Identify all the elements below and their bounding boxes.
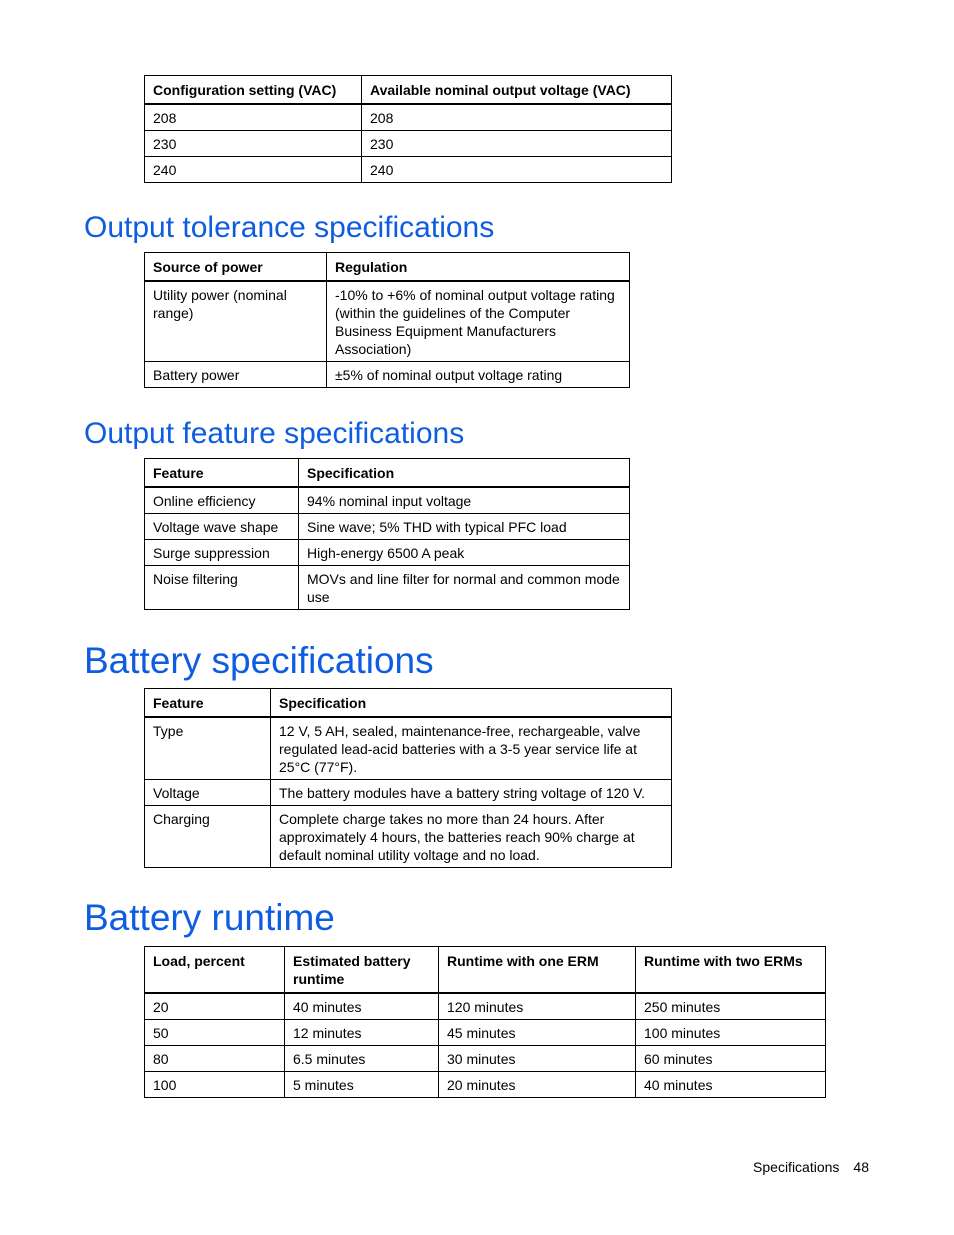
- table-cell: Noise filtering: [145, 566, 299, 610]
- table-cell: Voltage: [145, 780, 271, 806]
- table-cell: 5 minutes: [285, 1072, 439, 1098]
- table-cell: 230: [145, 131, 362, 157]
- table-cell: Utility power (nominal range): [145, 281, 327, 362]
- table-row: [145, 104, 672, 131]
- table-cell: ±5% of nominal output voltage rating: [327, 362, 630, 388]
- table-row: [145, 566, 630, 610]
- table-cell: 20: [145, 993, 285, 1020]
- column-header: Specification: [299, 459, 630, 488]
- table-cell: 100 minutes: [636, 1020, 826, 1046]
- page-number: 48: [853, 1159, 869, 1175]
- section-heading-battery-runtime: Battery runtime: [84, 897, 335, 938]
- table-cell: Sine wave; 5% THD with typical PFC load: [299, 514, 630, 540]
- output-tolerance-table: [144, 252, 630, 388]
- column-header: Configuration setting (VAC): [145, 76, 362, 105]
- footer-section-name: Specifications: [753, 1159, 840, 1175]
- page-footer: [753, 1159, 869, 1175]
- column-header: Runtime with two ERMs: [636, 947, 826, 994]
- table-cell: Voltage wave shape: [145, 514, 299, 540]
- table-row: [145, 157, 672, 183]
- table-header-row: [145, 459, 630, 488]
- table-header-row: [145, 947, 826, 994]
- table-row: [145, 540, 630, 566]
- battery-specifications-table: [144, 688, 672, 868]
- table-row: [145, 487, 630, 514]
- section-heading-output-feature: Output feature specifications: [84, 417, 465, 450]
- table-row: [145, 780, 672, 806]
- table-row: [145, 993, 826, 1020]
- column-header: Feature: [145, 459, 299, 488]
- table-cell: The battery modules have a battery string voltage of 120 V.: [271, 780, 672, 806]
- table-cell: High-energy 6500 A peak: [299, 540, 630, 566]
- column-header: Estimated battery runtime: [285, 947, 439, 994]
- table-row: [145, 281, 630, 362]
- column-header: Specification: [271, 689, 672, 718]
- table-cell: Type: [145, 717, 271, 780]
- table-row: [145, 514, 630, 540]
- table-cell: 230: [362, 131, 672, 157]
- table-cell: 45 minutes: [439, 1020, 636, 1046]
- table-cell: 40 minutes: [285, 993, 439, 1020]
- voltage-table: [144, 75, 672, 183]
- table-cell: 240: [145, 157, 362, 183]
- table-cell: 120 minutes: [439, 993, 636, 1020]
- output-feature-table: [144, 458, 630, 610]
- table-cell: 250 minutes: [636, 993, 826, 1020]
- table-cell: Battery power: [145, 362, 327, 388]
- column-header: Runtime with one ERM: [439, 947, 636, 994]
- table-row: [145, 1046, 826, 1072]
- table-header-row: [145, 689, 672, 718]
- table-cell: Charging: [145, 806, 271, 868]
- column-header: Source of power: [145, 253, 327, 282]
- table-cell: 40 minutes: [636, 1072, 826, 1098]
- column-header: Available nominal output voltage (VAC): [362, 76, 672, 105]
- table-cell: Complete charge takes no more than 24 hours. After approximately 4 hours, the batteries reach 90% charge at default nominal utility voltage and no load.: [271, 806, 672, 868]
- table-cell: 50: [145, 1020, 285, 1046]
- table-cell: 12 minutes: [285, 1020, 439, 1046]
- table-cell: 6.5 minutes: [285, 1046, 439, 1072]
- table-cell: Online efficiency: [145, 487, 299, 514]
- table-cell: 100: [145, 1072, 285, 1098]
- section-heading-battery-specifications: Battery specifications: [84, 640, 434, 681]
- table-cell: 94% nominal input voltage: [299, 487, 630, 514]
- battery-runtime-table: [144, 946, 826, 1098]
- table-row: [145, 1072, 826, 1098]
- table-cell: 20 minutes: [439, 1072, 636, 1098]
- table-header-row: [145, 76, 672, 105]
- table-row: [145, 806, 672, 868]
- table-cell: 30 minutes: [439, 1046, 636, 1072]
- table-cell: 208: [362, 104, 672, 131]
- column-header: Load, percent: [145, 947, 285, 994]
- table-row: [145, 131, 672, 157]
- table-cell: 208: [145, 104, 362, 131]
- column-header: Feature: [145, 689, 271, 718]
- table-cell: Surge suppression: [145, 540, 299, 566]
- table-header-row: [145, 253, 630, 282]
- table-cell: MOVs and line filter for normal and common mode use: [299, 566, 630, 610]
- table-cell: 12 V, 5 AH, sealed, maintenance-free, rechargeable, valve regulated lead-acid batteries with a 3-5 year service life at 25°C (77°F).: [271, 717, 672, 780]
- column-header: Regulation: [327, 253, 630, 282]
- table-cell: 60 minutes: [636, 1046, 826, 1072]
- section-heading-output-tolerance: Output tolerance specifications: [84, 211, 495, 244]
- table-cell: -10% to +6% of nominal output voltage rating (within the guidelines of the Computer Business Equipment Manufacturers Association): [327, 281, 630, 362]
- table-cell: 80: [145, 1046, 285, 1072]
- table-row: [145, 1020, 826, 1046]
- table-row: [145, 362, 630, 388]
- table-row: [145, 717, 672, 780]
- table-cell: 240: [362, 157, 672, 183]
